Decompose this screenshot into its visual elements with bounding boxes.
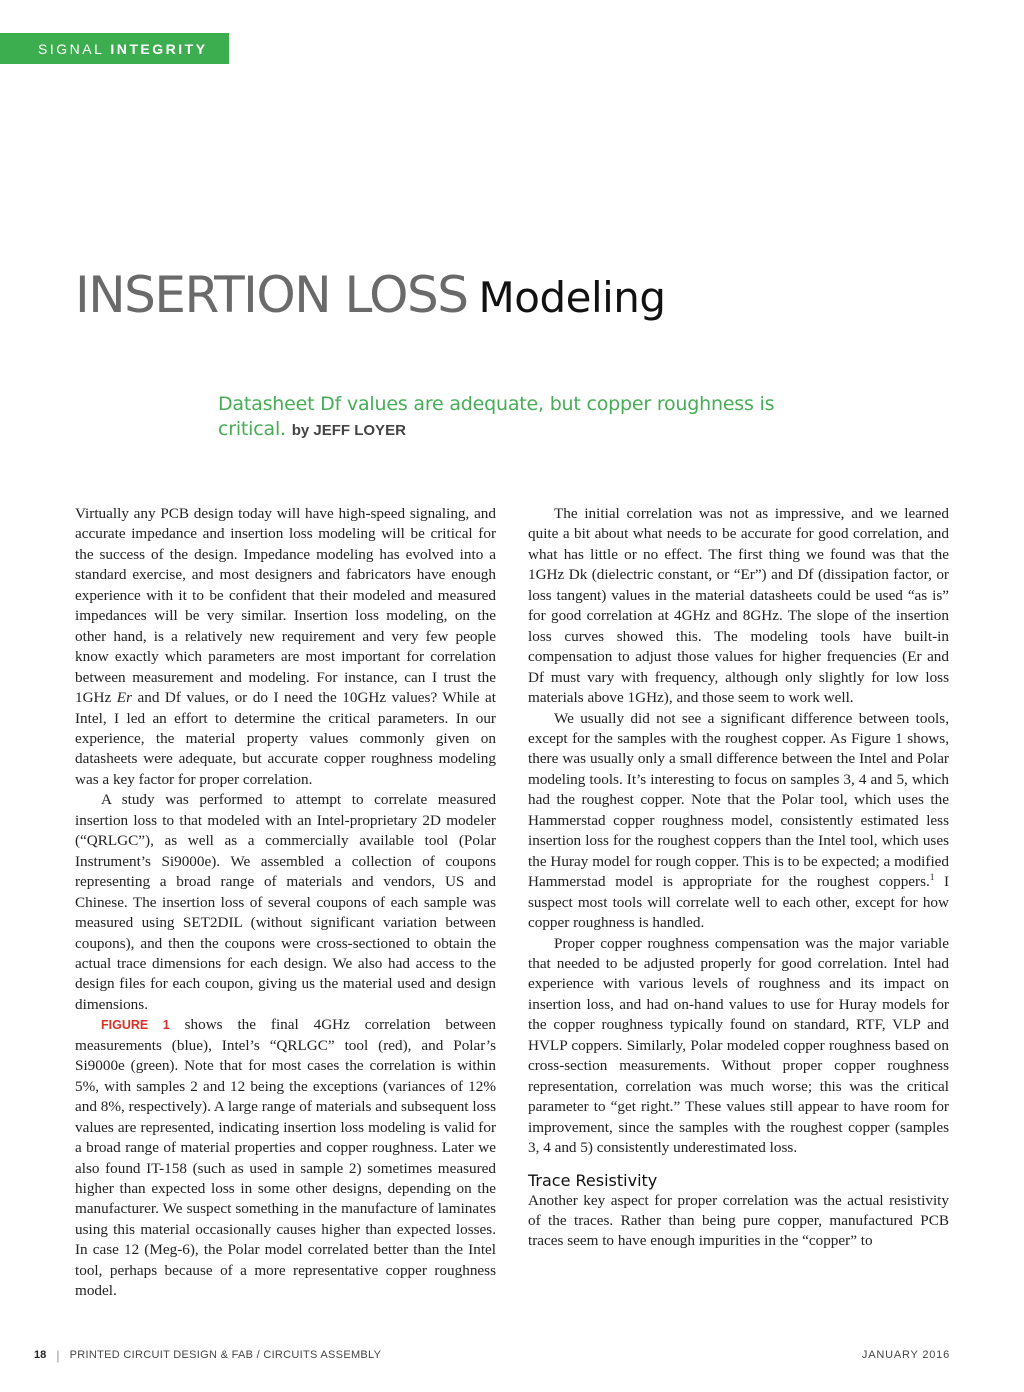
figure-1-reference: FIGURE 1 [101, 1018, 170, 1033]
right-p2-text: We usually did not see a significant difference between tools, except for the samples with the roughest copper. As Figure 1 shows, there was usually only a small difference between the Intel and Polar modeling tools. It’s interesting to focus on samples 3, 4 and 5, which had the roughest copper. Note that the Polar tool, which uses the Hammerstad copper roughness model, consistently estimated less insertion loss for the roughest coppers than the Intel tool, which uses the Huray model for rough copper. This is to be expected; a modified Hammerstad model is appropriate for the roughest coppers. [528, 709, 949, 891]
byline: by JEFF LOYER [291, 422, 406, 439]
left-p1-er: Er [116, 689, 132, 707]
left-paragraph-2: A study was performed to attempt to correlate measured insertion loss to that modeled with an Intel-proprietary 2D modeler (“QRLGC”), as well as a commercially available tool (Polar Instrument’s Si9000e). We assembled a collection of coupons representing a broad range of materials and vendors, US and Chinese. The insertion loss of several coupons of each sample was measured using SET2DIL (without significant variation between coupons), and then the coupons were cross-sectioned to obtain the actual trace dimensions for each design. We also had access to the design files for each coupon, giving us the material used and design dimensions. [75, 791, 496, 1013]
left-p3-text: shows the final 4GHz correlation between measurements (blue), Intel’s “QRLGC” tool (red), and Polar’s Si9000e (green). Note that for most cases the correlation is within 5%, with samples 2 and 12 being the exceptions (variances of 12% and 8%, respectively). A large range of materials and subsequent loss values are represented, indicating insertion loss modeling is valid for a broad range of material properties and copper roughness. Later we also found IT-158 (such as used in sample 2) sometimes measured higher than expected loss in some other designs, depending on the manufacturer. We suspect something in the manufacture of laminates using this material occasionally causes higher than expected losses. In case 12 (Meg-6), the Polar model correlated better than the Intel tool, perhaps because of a more representative copper roughness model. [75, 1016, 496, 1300]
page-footer [34, 1346, 950, 1364]
left-paragraph-3 [75, 1015, 496, 1301]
footer-separator: | [56, 1347, 60, 1363]
left-p1-text: Virtually any PCB design today will have high-speed signaling, and accurate impedance and insertion loss modeling will be critical for the success of the design. Impedance modeling has evolved into a standard exercise, and most designers and fabricators have enough experience with it to be confident that their modeled and measured impedances will be very similar. Insertion loss modeling, on the other hand, is a relatively new requirement and very few people know exactly which parameters are most important for correlation between measurement and modeling. For instance, can I trust the 1GHz [75, 505, 496, 707]
title-main: INSERTION LOSS [75, 266, 468, 324]
right-paragraph-3: Proper copper roughness compensation was the major variable that needed to be adjusted properly for good correlation. Intel had experience with various levels of roughness and its impact on insertion loss, and had on-hand values to use for Huray models for the copper roughness typically found on standard, RTF, VLP and HVLP coppers. Similarly, Polar modeled copper roughness based on cross-section measurements. Without proper copper roughness representation, correlation was much worse; this was the critical parameter to “get right.” These values still appear to have room for improvement, since the samples with the roughest copper (samples 3, 4 and 5) consistently underestimated loss. [528, 934, 949, 1157]
left-column [75, 504, 496, 1302]
article-title [75, 266, 666, 324]
footnote-marker: 1 [929, 872, 935, 883]
right-paragraph-2 [528, 709, 949, 934]
page-number: 18 [34, 1349, 47, 1361]
publication-name: PRINTED CIRCUIT DESIGN & FAB / CIRCUITS ASSEMBLY [69, 1349, 382, 1361]
section-tag-light: SIGNAL [38, 40, 105, 57]
article-dek [218, 392, 828, 443]
title-sub: Modeling [478, 273, 666, 322]
left-paragraph-1 [75, 504, 496, 790]
section-tag-bold: INTEGRITY [110, 40, 208, 57]
right-column [528, 504, 949, 1252]
right-paragraph-1: The initial correlation was not as impressive, and we learned quite a bit about what needs to be accurate for good correlation, and what has little or no effect. The first thing we found was that the 1GHz Dk (dielectric constant, or “Er”) and Df (dissipation factor, or loss tangent) values in the material datasheets could be used “as is” for good correlation at 4GHz and 8GHz. The slope of the insertion loss curves showed this. The modeling tools have built-in compensation to adjust those values for higher frequencies (Er and Df must vary with frequency, although only slightly for low loss materials above 1GHz), and those seem to work well. [528, 505, 949, 707]
issue-date: JANUARY 2016 [861, 1349, 950, 1361]
section-heading: Trace Resistivity [528, 1170, 658, 1190]
section-tag [0, 33, 229, 64]
dek-text: Datasheet Df values are adequate, but copper roughness is critical. [218, 393, 775, 440]
right-p2-rest: I suspect most tools will correlate well to each other, except for how copper roughness is handled. [528, 873, 949, 932]
right-paragraph-4: Another key aspect for proper correlation was the actual resistivity of the traces. Rather than being pure copper, manufactured PCB traces seem to have enough impurities in the “copper” to [528, 1191, 949, 1250]
left-p1-rest: and Df values, or do I need the 10GHz values? While at Intel, I led an effort to determine the critical parameters. In our experience, the material property values commonly given on datasheets were adequate, but accurate copper roughness modeling was a key factor for proper correlation. [75, 689, 496, 788]
